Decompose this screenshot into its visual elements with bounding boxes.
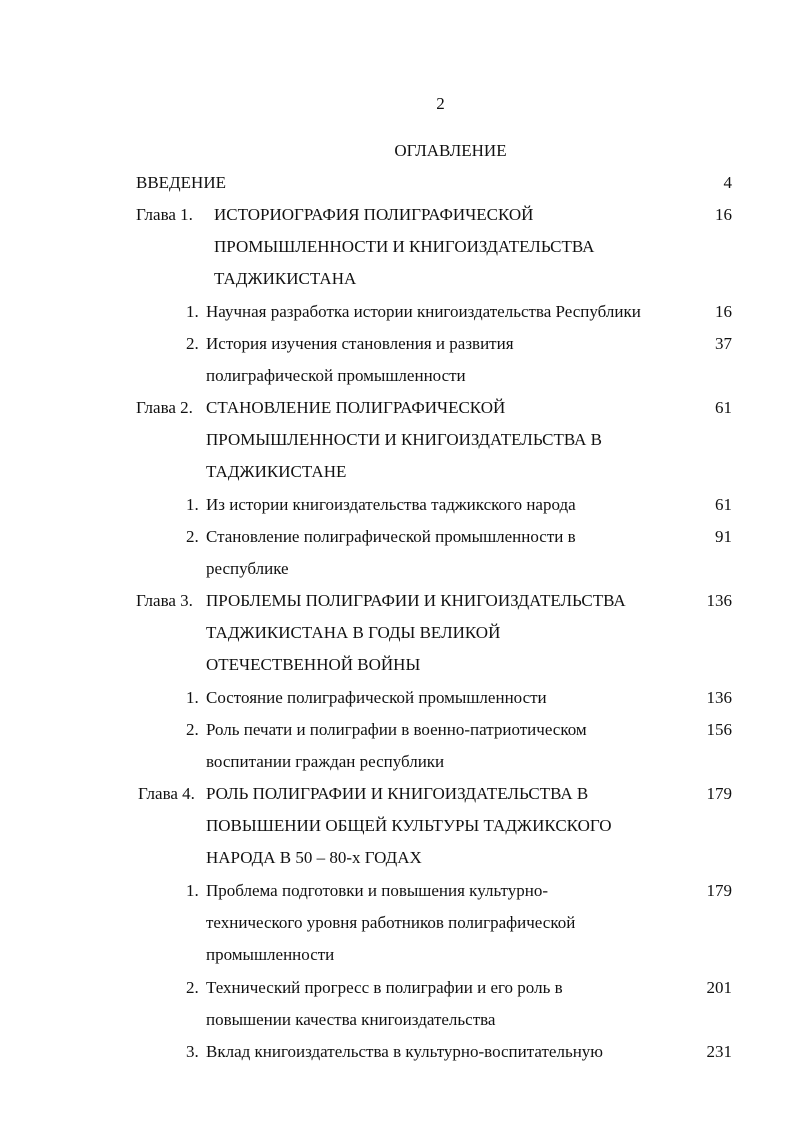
toc-title: ОГЛАВЛЕНИЕ (394, 141, 507, 160)
chapter-2-page: 61 (715, 398, 732, 417)
chapter-4-label: Глава 4. (138, 784, 195, 803)
section-3-1-page: 136 (706, 688, 732, 707)
section-4-2-title-line-1[interactable]: Технический прогресс в полиграфии и его роль в (206, 978, 563, 997)
toc-intro-page: 4 (723, 173, 732, 192)
chapter-2-title-line-1[interactable]: СТАНОВЛЕНИЕ ПОЛИГРАФИЧЕСКОЙ (206, 398, 506, 417)
chapter-3-title-line-1[interactable]: ПРОБЛЕМЫ ПОЛИГРАФИИ И КНИГОИЗДАТЕЛЬСТВА (206, 591, 626, 610)
chapter-3-page: 136 (706, 591, 732, 610)
section-4-2-title-line-2[interactable]: повышении качества книгоиздательства (206, 1010, 496, 1029)
section-1-2-page: 37 (715, 334, 732, 353)
chapter-1-title-line-1[interactable]: ИСТОРИОГРАФИЯ ПОЛИГРАФИЧЕСКОЙ (214, 205, 534, 224)
section-3-2-page: 156 (706, 720, 732, 739)
section-2-1-title[interactable]: Из истории книгоиздательства таджикского народа (206, 495, 576, 514)
section-2-2-page: 91 (715, 527, 732, 546)
section-4-1-title-line-1[interactable]: Проблема подготовки и повышения культурно- (206, 881, 549, 900)
chapter-4-title-line-1[interactable]: РОЛЬ ПОЛИГРАФИИ И КНИГОИЗДАТЕЛЬСТВА В (206, 784, 589, 803)
chapter-4-title-line-2[interactable]: ПОВЫШЕНИИ ОБЩЕЙ КУЛЬТУРЫ ТАДЖИКСКОГО (206, 816, 612, 835)
section-2-1-page: 61 (715, 495, 732, 514)
section-1-1-number: 1. (186, 302, 199, 321)
section-2-2-number: 2. (186, 527, 199, 546)
toc-intro-title[interactable]: ВВЕДЕНИЕ (136, 173, 226, 192)
section-2-2-title-line-1[interactable]: Становление полиграфической промышленности в (206, 527, 576, 546)
section-4-1-number: 1. (186, 881, 199, 900)
chapter-1-label: Глава 1. (136, 205, 193, 224)
section-4-3-page: 231 (706, 1042, 732, 1061)
section-4-1-title-line-2[interactable]: технического уровня работников полиграфической (206, 913, 576, 932)
chapter-3-label: Глава 3. (136, 591, 193, 610)
section-2-2-title-line-2[interactable]: республике (206, 559, 289, 578)
page-number: 2 (436, 94, 445, 113)
section-1-2-title-line-1[interactable]: История изучения становления и развития (206, 334, 514, 353)
section-2-1-number: 1. (186, 495, 199, 514)
chapter-2-title-line-2[interactable]: ПРОМЫШЛЕННОСТИ И КНИГОИЗДАТЕЛЬСТВА В (206, 430, 603, 449)
section-4-2-page: 201 (706, 978, 732, 997)
chapter-4-page: 179 (706, 784, 732, 803)
section-1-2-number: 2. (186, 334, 199, 353)
section-1-1-title[interactable]: Научная разработка истории книгоиздательства Республики (206, 302, 641, 321)
section-3-2-number: 2. (186, 720, 199, 739)
chapter-4-title-line-3[interactable]: НАРОДА В 50 – 80-х ГОДАХ (206, 848, 422, 867)
chapter-1-title-line-3[interactable]: ТАДЖИКИСТАНА (214, 269, 357, 288)
section-3-1-title[interactable]: Состояние полиграфической промышленности (206, 688, 547, 707)
chapter-2-label: Глава 2. (136, 398, 193, 417)
chapter-2-title-line-3[interactable]: ТАДЖИКИСТАНЕ (206, 462, 347, 481)
section-3-1-number: 1. (186, 688, 199, 707)
section-4-3-number: 3. (186, 1042, 199, 1061)
chapter-1-title-line-2[interactable]: ПРОМЫШЛЕННОСТИ И КНИГОИЗДАТЕЛЬСТВА (214, 237, 595, 256)
section-4-1-title-line-3[interactable]: промышленности (206, 945, 335, 964)
section-4-2-number: 2. (186, 978, 199, 997)
section-1-1-page: 16 (715, 302, 732, 321)
chapter-1-page: 16 (715, 205, 732, 224)
section-4-1-page: 179 (706, 881, 732, 900)
chapter-3-title-line-2[interactable]: ТАДЖИКИСТАНА В ГОДЫ ВЕЛИКОЙ (206, 623, 501, 642)
section-3-2-title-line-1[interactable]: Роль печати и полиграфии в военно-патриотическом (206, 720, 587, 739)
chapter-3-title-line-3[interactable]: ОТЕЧЕСТВЕННОЙ ВОЙНЫ (206, 655, 421, 674)
section-3-2-title-line-2[interactable]: воспитании граждан республики (206, 752, 445, 771)
section-1-2-title-line-2[interactable]: полиграфической промышленности (206, 366, 466, 385)
section-4-3-title-line-1[interactable]: Вклад книгоиздательства в культурно-воспитательную (206, 1042, 604, 1061)
